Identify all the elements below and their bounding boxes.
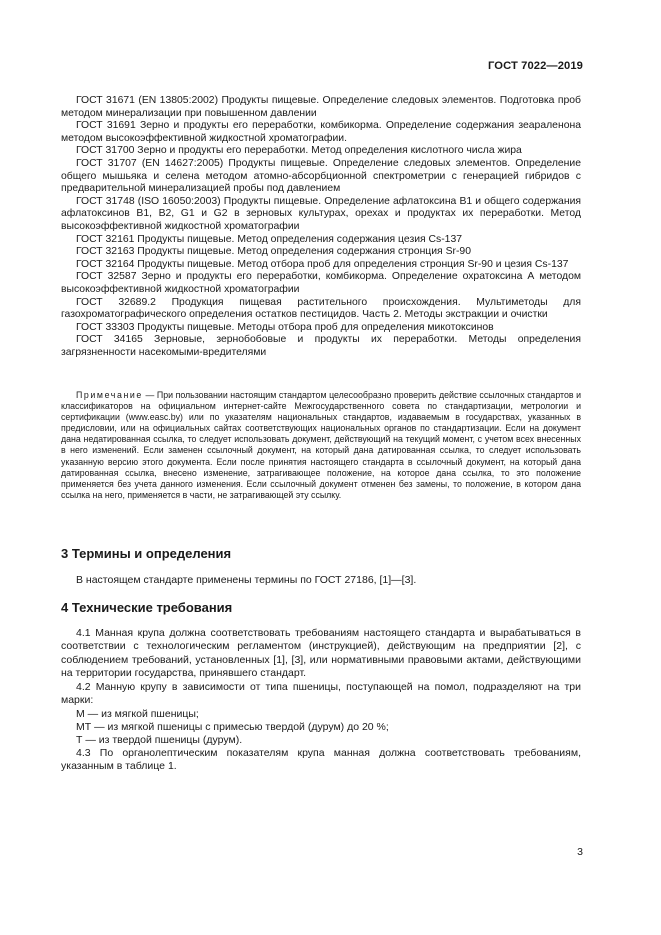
grade-item: Т — из твердой пшеницы (дурум). [76, 734, 243, 746]
reference-item: ГОСТ 34165 Зерновые, зернобобовые и продукты их переработки. Методы определения загрязненности насекомыми-вредителями [61, 334, 581, 358]
normative-references-list [61, 95, 581, 359]
clause-4-2: 4.2 Манную крупу в зависимости от типа пшеницы, поступающей на помол, подразделяют на три марки: [61, 681, 581, 707]
reference-item: ГОСТ 32164 Продукты пищевые. Метод отбора проб для определения стронция Sr-90 и цезия Cs-137 [76, 258, 569, 270]
reference-item: ГОСТ 31691 Зерно и продукты его переработки, комбикорма. Определение содержания зеараленона методом высокоэффективной жидкостной хроматографии. [61, 120, 581, 144]
document-header: ГОСТ 7022—2019 [487, 60, 583, 72]
note-label: Примечание [76, 390, 143, 400]
section-3-heading: 3 Термины и определения [61, 546, 232, 561]
reference-item: ГОСТ 33303 Продукты пищевые. Методы отбора проб для определения микотоксинов [76, 321, 494, 333]
note-text: — При пользовании настоящим стандартом целесообразно проверить действие ссылочных стандартов и классификаторов на официальном интернет-сайте Межгосударственного совета по стандартизации, метрологии и сертификации (www.easc.by) или по указателям национальных стандартов, издаваемым в государствах, указанных в предисловии, или на официальных сайтах соответствующих национальных органов по стандартизации. Если на документ дана недатированная ссылка, то следует использовать документ, действующий на текущий момент, с учетом всех внесенных в него изменений. Если заменен ссылочный документ, на который дана датированная ссылка, то следует использовать указанную версию этого документа. Если после принятия настоящего стандарта в ссылочный документ, на который дана датированная ссылка, внесено изменение, затрагивающее положение, на которое дана ссылка, то это положение применяется без учета данного изменения. Если ссылочный документ отменен без замены, то положение, в котором дана ссылка на него, применяется в части, не затрагивающей эту ссылку. [61, 390, 581, 500]
reference-item: ГОСТ 32587 Зерно и продукты его переработки, комбикорма. Определение охратоксина А методом высокоэффективной жидкостной хроматографии [61, 271, 581, 295]
reference-item: ГОСТ 32163 Продукты пищевые. Метод определения содержания стронция Sr-90 [76, 246, 471, 258]
reference-item: ГОСТ 31707 (EN 14627:2005) Продукты пищевые. Определение следовых элементов. Определение общего мышьяка и селена методом атомно-абсорбционной спектрометрии с генерацией гибридов с предварительной минерализацией пробы под давлением [61, 157, 581, 195]
section-3-text: В настоящем стандарте применены термины по ГОСТ 27186, [1]—[3]. [76, 574, 417, 586]
reference-note [61, 390, 581, 501]
page-number: 3 [577, 846, 583, 858]
grade-item: МТ — из мягкой пшеницы с примесью твердой (дурум) до 20 %; [76, 721, 389, 733]
reference-item: ГОСТ 31748 (ISO 16050:2003) Продукты пищевые. Определение афлатоксина B1 и общего содержания афлатоксинов B1, B2, G1 и G2 в зерновых культурах, орехах и продуктах их переработки. Метод высокоэффективной жидкостной хроматографии [61, 195, 581, 232]
reference-item: ГОСТ 31671 (EN 13805:2002) Продукты пищевые. Определение следовых элементов. Подготовка проб методом минерализации при повышенном давлении [61, 95, 581, 119]
clause-4-1: 4.1 Манная крупа должна соответствовать требованиям настоящего стандарта и вырабатываться в соответствии с технологическим регламентом (инструкцией), действующим на предприятии [2], с соблюдением требований, установленных [1], [3], или нормативными правовыми актами, действующими на территории государства, принявшего стандарт. [61, 627, 581, 680]
clause-4-3: 4.3 По органолептическим показателям крупа манная должна соответствовать требованиям, указанным в таблице 1. [61, 747, 581, 773]
reference-item: ГОСТ 32161 Продукты пищевые. Метод определения содержания цезия Cs-137 [76, 233, 463, 245]
reference-item: ГОСТ 32689.2 Продукция пищевая растительного происхождения. Мультиметоды для газохроматографического определения остатков пестицидов. Часть 2. Методы экстракции и очистки [61, 296, 581, 321]
section-4-heading: 4 Технические требования [61, 600, 233, 615]
grade-item: М — из мягкой пшеницы; [76, 708, 199, 720]
reference-item: ГОСТ 31700 Зерно и продукты его переработки. Метод определения кислотного числа жира [76, 145, 522, 157]
